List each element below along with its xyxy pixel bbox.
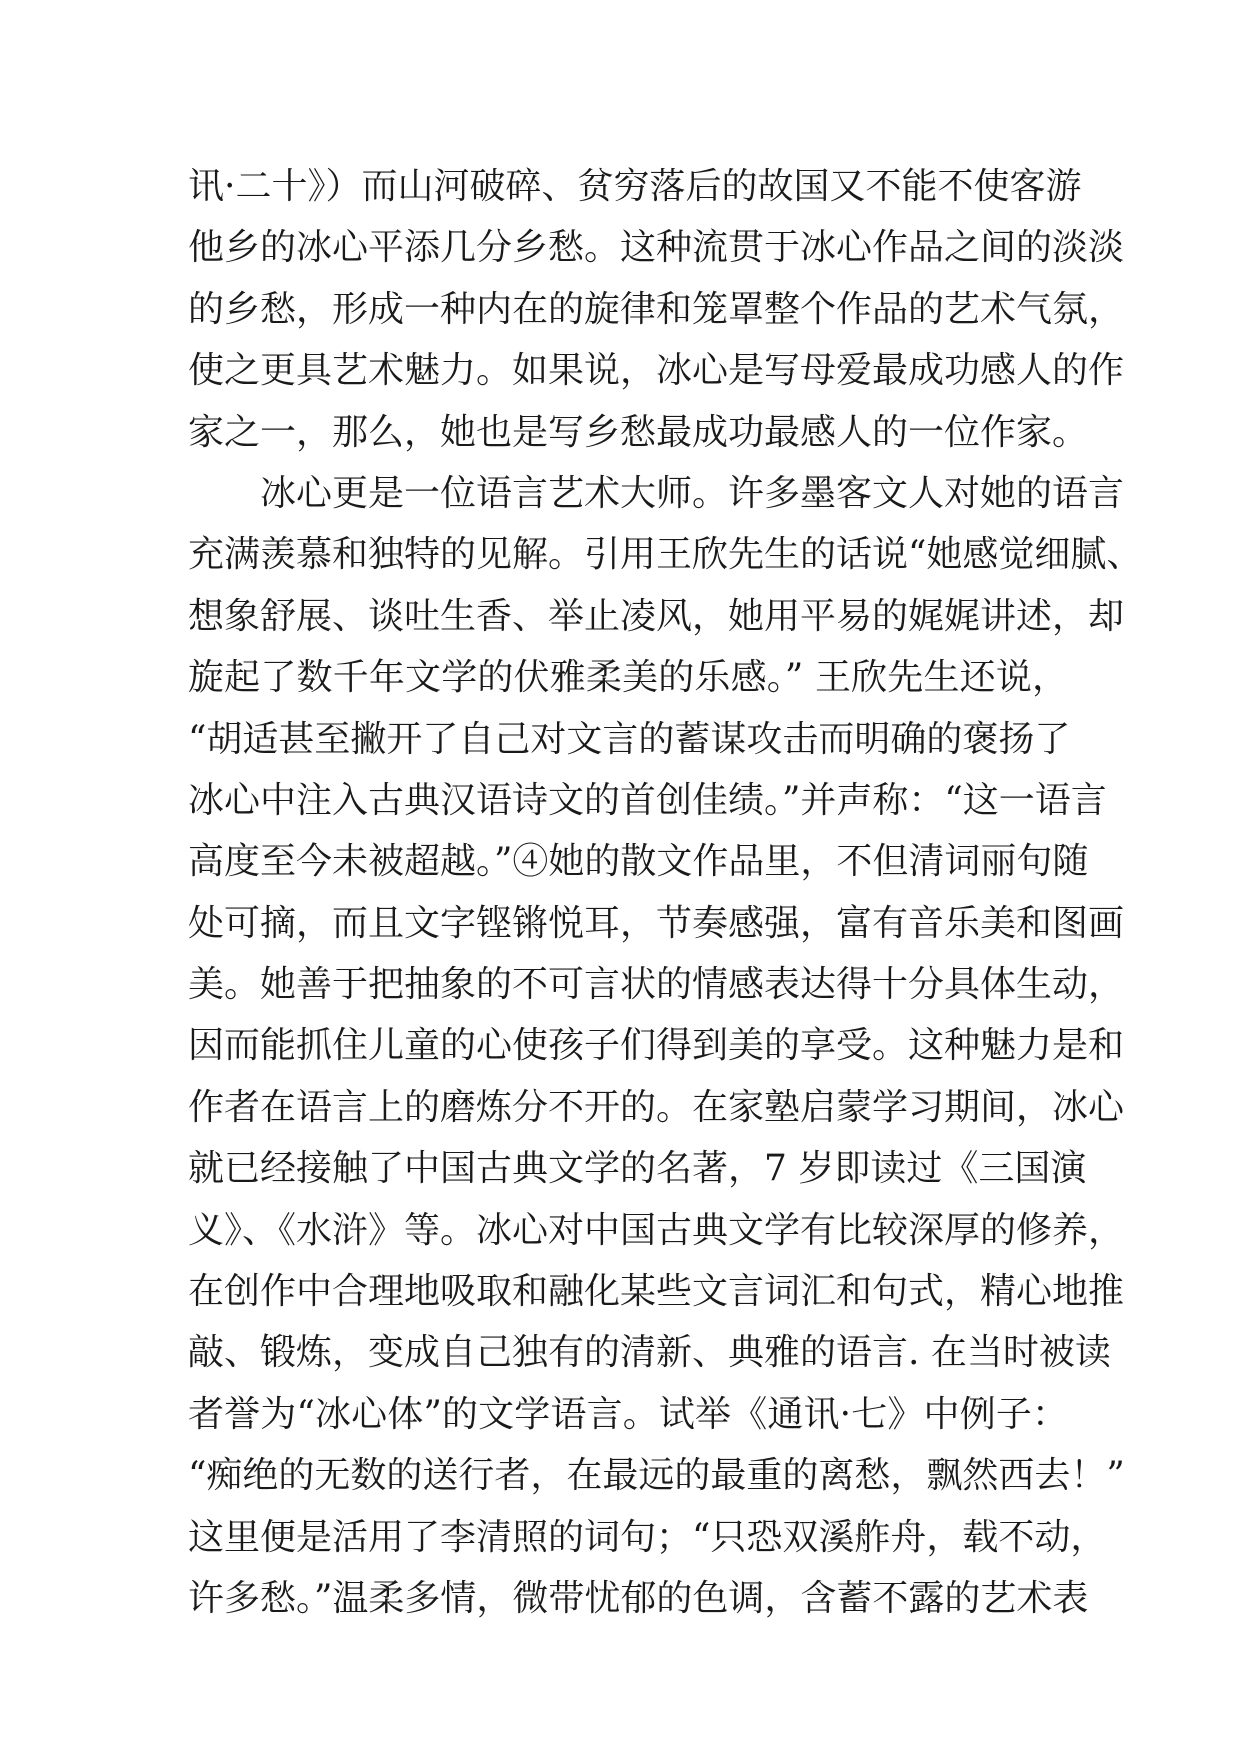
text-line: 美。她善于把抽象的不可言状的情感表达得十分具体生动， [188, 964, 1125, 1006]
text-line: 冰心中注入古典汉语诗文的首创佳绩。”并声称：“这一语言 [188, 779, 1107, 821]
text-line: 在创作中合理地吸取和融化某些文言词汇和句式，精心地推 [188, 1271, 1125, 1313]
body-text [188, 156, 1143, 1629]
text-line: 许多愁。”温柔多情，微带忧郁的色调，含蓄不露的艺术表 [188, 1577, 1089, 1619]
text-line: 这里便是活用了李清照的词句；“只恐双溪舴舟，载不动， [188, 1516, 1107, 1558]
paragraph-first-line: 冰心更是一位语言艺术大师。许多墨客文人对她的语言 [260, 472, 1125, 514]
text-line: 义》、《水浒》等。冰心对中国古典文学有比较深厚的修养， [188, 1209, 1125, 1251]
text-line: 作者在语言上的磨炼分不开的。在家塾启蒙学习期间，冰心 [188, 1086, 1125, 1128]
text-line: 他乡的冰心平添几分乡愁。这种流贯于冰心作品之间的淡淡 [188, 227, 1125, 269]
text-line: 旋起了数千年文学的伏雅柔美的乐感。” 王欣先生还说， [188, 657, 1068, 699]
text-line: 充满羡慕和独特的见解。引用王欣先生的话说“她感觉细腻、 [188, 534, 1143, 576]
text-line: 高度至今未被超越。”④她的散文作品里，不但清词丽句随 [188, 841, 1089, 883]
text-line: 处可摘，而且文字铿锵悦耳，节奏感强，富有音乐美和图画 [188, 902, 1125, 944]
text-line: 想象舒展、谈吐生香、举止凌风，她用平易的娓娓讲述，却 [188, 595, 1125, 637]
text-line: 敲、锻炼，变成自己独有的清新、典雅的语言. 在当时被读 [188, 1332, 1111, 1374]
text-line: 因而能抓住儿童的心使孩子们得到美的享受。这种魅力是和 [188, 1025, 1125, 1067]
text-line: 就已经接触了中国古典文学的名著，7 岁即读过《三国演 [188, 1148, 1087, 1190]
text-line: “胡适甚至撇开了自己对文言的蓄谋攻击而明确的褒扬了 [188, 718, 1071, 760]
text-line: 讯·二十》）而山河破碎、贫穷落后的故国又不能不使客游 [188, 166, 1082, 207]
text-line: “痴绝的无数的送行者，在最远的最重的离愁，飘然西去！” [188, 1455, 1125, 1497]
text-line: 使之更具艺术魅力。如果说，冰心是写母爱最成功感人的作 [188, 350, 1125, 392]
paragraph-end-line: 家之一，那么，她也是写乡愁最成功最感人的一位作家。 [188, 411, 1089, 453]
text-line: 的乡愁，形成一种内在的旋律和笼罩整个作品的艺术气氛， [188, 288, 1125, 330]
text-line: 者誉为“冰心体”的文学语言。试举《通讯·七》中例子： [188, 1393, 1068, 1435]
